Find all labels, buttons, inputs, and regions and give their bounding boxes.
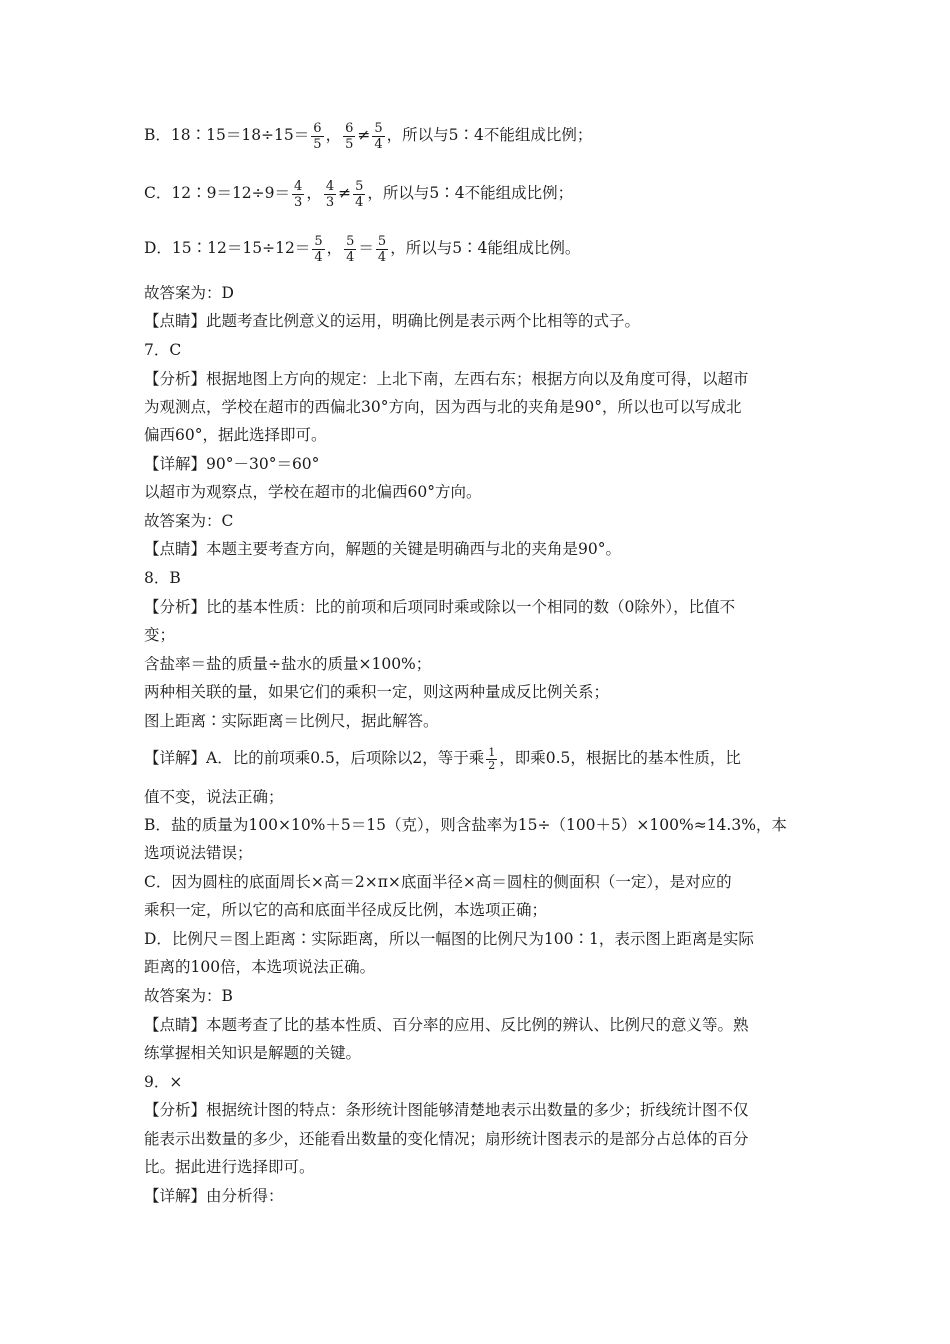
text-line: 变； [144,626,176,644]
text-line: 以超市为观察点，学校在超市的北偏西60°方向。 [144,483,482,501]
comment-line: 【点睛】此题考查比例意义的运用，明确比例是表示两个比相等的式子。 [144,312,641,330]
fraction: $\frac{5}{4}$ [374,120,383,152]
text-line: 值不变，说法正确； [144,788,284,806]
option-d-prefix: D．15∶12＝15÷12＝ [144,239,311,257]
option-d-suffix: ，所以与5∶4能组成比例。 [390,239,581,257]
text-line: 能表示出数量的多少，还能看出数量的变化情况；扇形统计图表示的是部分占总体的百分 [144,1130,749,1148]
text-line: 图上距离∶实际距离＝比例尺，据此解答。 [144,712,439,730]
answer-line: 故答案为：C [144,512,234,530]
fraction: $\frac{5}{4}$ [346,233,355,265]
fraction: $\frac{6}{5}$ [345,120,354,152]
fraction: $\frac{4}{3}$ [325,178,335,210]
text-line: 含盐率＝盐的质量÷盐水的质量×100%； [144,655,432,673]
detail-line: 【详解】由分析得： [144,1187,284,1205]
fraction: $\frac{5}{4}$ [377,233,387,265]
comment-line: 【点睛】本题主要考查方向，解题的关键是明确西与北的夹角是90°。 [144,540,621,558]
text-line: D．比例尺＝图上距离∶实际距离，所以一幅图的比例尺为100∶1，表示图上距离是实际 [144,930,754,948]
option-c-suffix: ，所以与5∶4不能组成比例； [367,184,574,202]
answer-line: 故答案为：B [144,987,233,1005]
question-number: 9．× [144,1073,183,1091]
fraction: $\frac{5}{4}$ [355,178,364,210]
question-number: 8．B [144,569,181,587]
text-line: B．盐的质量为100×10%＋5＝15（克），则含盐率为15÷（100＋5）×100%≈14.3%，本 [144,816,787,834]
text-line: 乘积一定，所以它的高和底面半径成反比例，本选项正确； [144,901,548,919]
analysis-line: 【分析】根据地图上方向的规定：上北下南，左西右东；根据方向以及角度可得，以超市 [144,370,749,388]
text-line: 练掌握相关知识是解题的关键。 [144,1044,362,1062]
option-c-prefix: C．12∶9＝12÷9＝ [144,184,291,202]
fraction: $\frac{6}{5}$ [313,120,322,152]
detail-line: 【详解】A．比的前项乘0.5，后项除以2，等于乘 $\frac{1}{2}$ ，即乘0.5，根据比的基本性质，比 [144,745,741,772]
text-line: 偏西60°，据此选择即可。 [144,426,327,444]
operator: ＝ [358,239,374,257]
operator: ≠ [338,184,352,202]
comment-line: 【点睛】本题考查了比的基本性质、百分率的应用、反比例的辨认、比例尺的意义等。熟 [144,1016,749,1034]
text-line: 选项说法错误； [144,844,253,862]
option-b-prefix: B．18∶15＝18÷15＝ [144,126,310,144]
analysis-line: 【分析】根据统计图的特点：条形统计图能够清楚地表示出数量的多少；折线统计图不仅 [144,1101,749,1119]
detail-line: 【详解】90°－30°＝60° [144,455,320,473]
option-b-suffix: ，所以与5∶4不能组成比例； [386,126,593,144]
fraction: $\frac{5}{4}$ [314,233,323,265]
text-line: 为观测点，学校在超市的西偏北30°方向，因为西与北的夹角是90°，所以也可以写成北 [144,398,742,416]
text-line: 比。据此进行选择即可。 [144,1158,315,1176]
analysis-line: 【分析】比的基本性质：比的前项和后项同时乘或除以一个相同的数（0除外），比值不 [144,598,736,616]
answer-line: 故答案为：D [144,284,234,302]
option-c-line: C．12∶9＝12÷9＝ $\frac{4}{3}$ ， $\frac{4}{3}$ ≠ $\frac{5}{4}$ ，所以与5∶4不能组成比例； [144,178,574,210]
text-line: 距离的100倍，本选项说法正确。 [144,958,376,976]
text-line: C．因为圆柱的底面周长×高＝2×π×底面半径×高＝圆柱的侧面积（一定），是对应的 [144,873,732,891]
operator: ≠ [357,126,371,144]
question-number: 7．C [144,341,182,359]
option-d-line: D．15∶12＝15÷12＝ $\frac{5}{4}$ ， $\frac{5}{4}$ ＝ $\frac{5}{4}$ ，所以与5∶4能组成比例。 [144,233,581,265]
option-b-line: B．18∶15＝18÷15＝ $\frac{6}{5}$ ， $\frac{6}{5}$ ≠ $\frac{5}{4}$ ，所以与5∶4不能组成比例； [144,120,593,152]
fraction: $\frac{1}{2}$ [488,745,496,772]
fraction: $\frac{4}{3}$ [294,178,303,210]
text-line: 两种相关联的量，如果它们的乘积一定，则这两种量成反比例关系； [144,683,610,701]
